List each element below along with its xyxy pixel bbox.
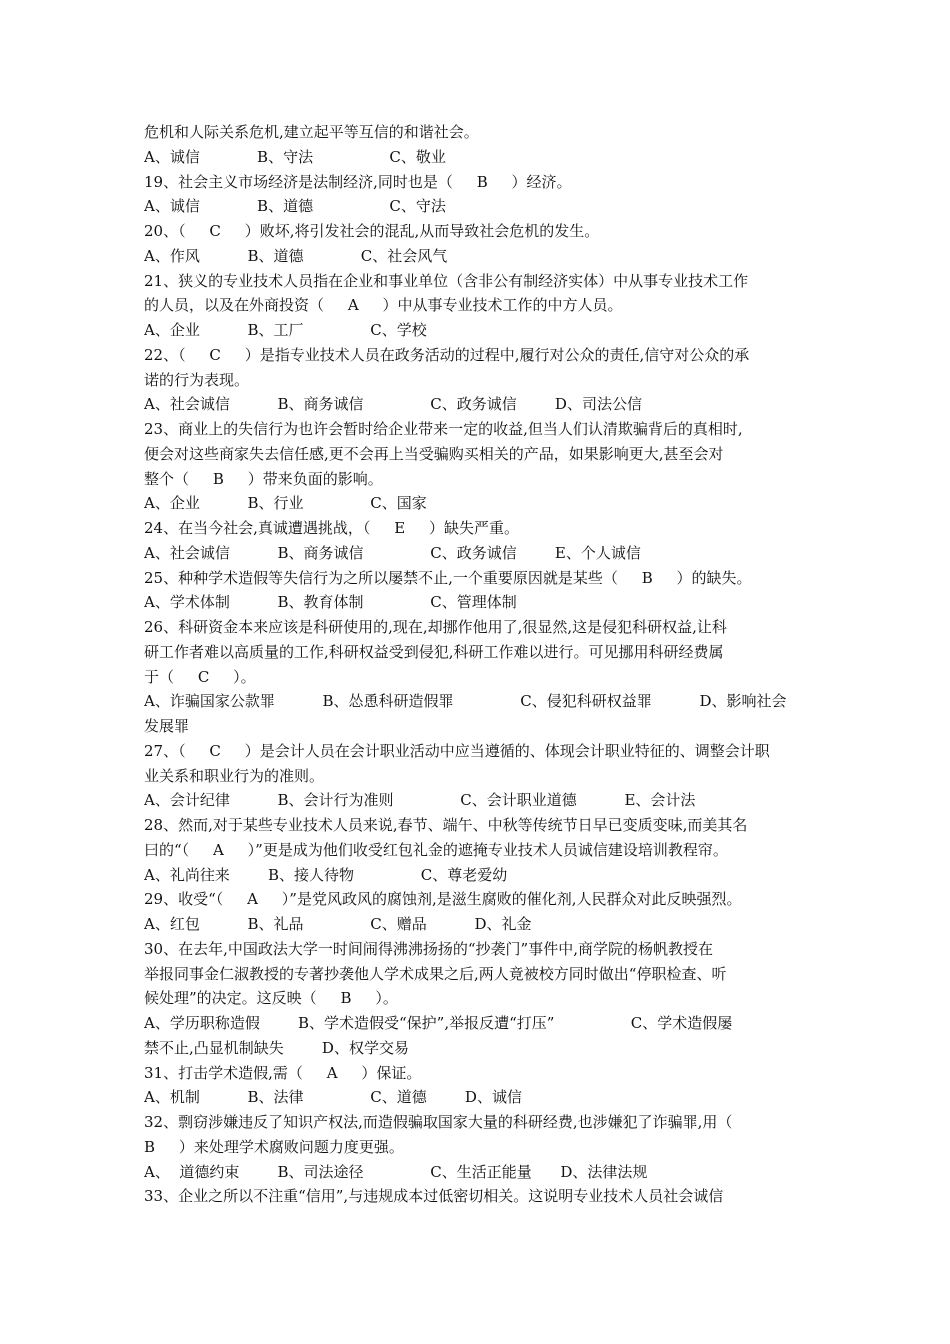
question-21: 21、狭义的专业技术人员指在企业和事业单位（含非公有制经济实体）中从事专业技术工作 [144,271,749,290]
text-line: 候处理”的决定。这反映（ B ）。 [144,989,398,1008]
question-23: 23、商业上的失信行为也许会暂时给企业带来一定的收益,但当人们认清欺骗背后的真相时, [144,420,743,438]
question-32: 32、剽窃涉嫌违反了知识产权法,而造假骗取国家大量的科研经费,也涉嫌犯了诈骗罪,用（ [144,1113,733,1131]
question-26: 26、科研资金本来应该是科研使用的,现在,却挪作他用了,很显然,这是侵犯科研权益,让科 [144,618,727,636]
question-29: 29、收受“（ A ）”是党风政风的腐蚀剂,是滋生腐败的催化剂,人民群众对此反映强烈。 [144,890,742,909]
question-22: 22、（ C ）是指专业技术人员在政务活动的过程中,履行对公众的责任,信守对公众的承 [144,345,750,364]
question-24: 24、在当今社会,真诚遭遇挑战，（ E ）缺失严重。 [144,519,519,537]
text-line: 于（ C ）。 [144,667,256,686]
question-30: 30、在去年,中国政法大学一时间闹得沸沸扬扬的“抄袭门”事件中,商学院的杨帆教授在 [144,939,713,958]
question-27: 27、（ C ）是会计人员在会计职业活动中应当遵循的、体现会计职业特征的、调整会计职 [144,741,770,760]
answer-options: A、社会诚信 B、商务诚信 C、政务诚信 E、个人诚信 [144,543,641,562]
answer-options: 禁不止,凸显机制缺失 D、权学交易 [144,1038,409,1057]
text-line: 研工作者难以高质量的工作,科研权益受到侵犯,科研工作难以进行。可见挪用科研经费属 [144,642,724,661]
answer-options: A、 道德约束 B、司法途径 C、生活正能量 D、法律法规 [144,1162,648,1181]
text-line: 诺的行为表现。 [144,370,250,389]
answer-options: A、学术体制 B、教育体制 C、管理体制 [144,593,517,612]
answer-options: A、作风 B、道德 C、社会风气 [144,246,448,265]
question-33: 33、企业之所以不注重“信用”,与违规成本过低密切相关。这说明专业技术人员社会诚信 [144,1187,724,1206]
answer-options: A、企业 B、工厂 C、学校 [144,321,427,339]
answer-options: A、会计纪律 B、会计行为准则 C、会计职业道德 E、会计法 [144,791,696,810]
question-25: 25、种种学术造假等失信行为之所以屡禁不止,一个重要原因就是某些（ B ）的缺失。 [144,568,752,587]
text-line: 发展罪 [144,717,190,735]
question-20: 20、（ C ）败坏,将引发社会的混乱,从而导致社会危机的发生。 [144,222,600,240]
answer-options: A、学历职称造假 B、学术造假受“保护”,举报反遭“打压” C、学术造假屡 [144,1014,733,1032]
question-28: 28、然而,对于某些专业技术人员来说,春节、端午、中秋等传统节日早已变质变味,而美其名 [144,816,748,834]
answer-options: A、红包 B、礼品 C、赠品 D、礼金 [144,915,532,933]
answer-options: A、诈骗国家公款罪 B、怂恿科研造假罪 C、侵犯科研权益罪 D、影响社会 [144,692,787,711]
answer-options: A、机制 B、法律 C、道德 D、诚信 [144,1088,522,1107]
text-line: 便会对这些商家失去信任感,更不会再上当受骗购买相关的产品，如果影响更大,甚至会对 [144,444,724,463]
text-line: 举报同事金仁淑教授的专著抄袭他人学术成果之后,两人竟被校方同时做出“停职检查、听 [144,964,727,983]
question-31: 31、打击学术造假,需（ A ）保证。 [144,1063,422,1082]
text-line: 曰的“（ A ）”更是成为他们收受红包礼金的遮掩专业技术人员诚信建设培训教程帘。 [144,840,728,859]
answer-options: A、社会诚信 B、商务诚信 C、政务诚信 D、司法公信 [144,395,642,414]
answer-options: A、诚信 B、道德 C、守法 [144,197,446,216]
text-line: 业关系和职业行为的准则。 [144,766,325,785]
answer-options: A、企业 B、行业 C、国家 [144,494,427,513]
answer-options: A、礼尚往来 B、接人待物 C、尊老爱幼 [144,865,508,884]
question-19: 19、社会主义市场经济是法制经济,同时也是（ B ）经济。 [144,172,572,191]
text-line: B ）来处理学术腐败问题力度更强。 [144,1137,404,1156]
document-body [144,120,816,1209]
text-line: 的人员，以及在外商投资（ A ）中从事专业技术工作的中方人员。 [144,296,623,315]
text-line: 整个（ B ）带来负面的影响。 [144,469,383,488]
text-line: 危机和人际关系危机,建立起平等互信的和谐社会。 [144,123,479,141]
answer-options: A、诚信 B、守法 C、敬业 [144,147,446,166]
